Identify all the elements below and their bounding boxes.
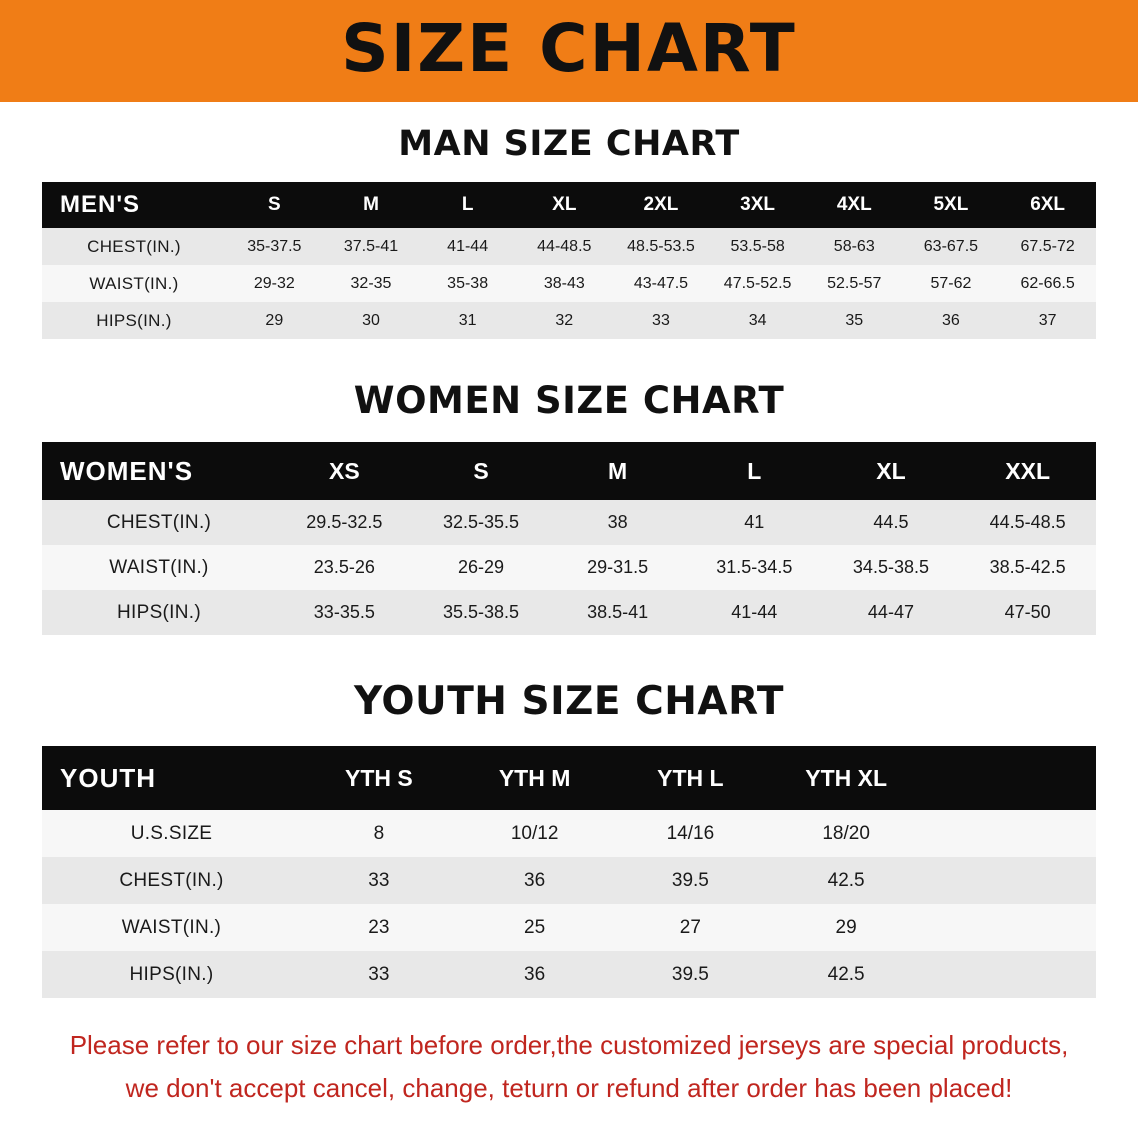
women-section-heading: WOMEN SIZE CHART [353, 379, 785, 422]
youth-chest-3: 42.5 [768, 857, 924, 904]
youth-hips-0: 33 [301, 951, 457, 998]
man-size-table-wrap [42, 182, 1096, 339]
youth-table-body [42, 810, 1096, 998]
table-row [42, 590, 1096, 635]
man-size-header-1: M [323, 182, 420, 228]
table-row [42, 857, 1096, 904]
youth-chest-0: 33 [301, 857, 457, 904]
policy-note [64, 1024, 1074, 1110]
man-hips-3: 32 [516, 302, 613, 339]
man-hips-6: 35 [806, 302, 903, 339]
women-waist-5: 38.5-42.5 [959, 545, 1096, 590]
man-size-table [42, 182, 1096, 339]
youth-row-label-chest: CHEST(IN.) [42, 857, 301, 904]
man-waist-8: 62-66.5 [999, 265, 1096, 302]
man-waist-3: 38-43 [516, 265, 613, 302]
man-chest-3: 44-48.5 [516, 228, 613, 265]
women-waist-2: 29-31.5 [549, 545, 686, 590]
man-waist-0: 29-32 [226, 265, 323, 302]
women-waist-4: 34.5-38.5 [823, 545, 960, 590]
women-table-head [42, 442, 1096, 500]
man-chest-8: 67.5-72 [999, 228, 1096, 265]
youth-ussize-3: 18/20 [768, 810, 924, 857]
women-size-header-4: XL [823, 442, 960, 500]
youth-waist-3: 29 [768, 904, 924, 951]
youth-size-header-0: YTH S [301, 746, 457, 810]
table-row [42, 265, 1096, 302]
man-chest-0: 35-37.5 [226, 228, 323, 265]
man-waist-4: 43-47.5 [613, 265, 710, 302]
women-chest-5: 44.5-48.5 [959, 500, 1096, 545]
table-row [42, 810, 1096, 857]
women-chest-3: 41 [686, 500, 823, 545]
man-section-heading: MAN SIZE CHART [398, 124, 740, 164]
man-hips-1: 30 [323, 302, 420, 339]
youth-row-label-header: YOUTH [42, 746, 301, 810]
table-row [42, 951, 1096, 998]
women-chest-0: 29.5-32.5 [276, 500, 413, 545]
man-waist-7: 57-62 [903, 265, 1000, 302]
man-hips-8: 37 [999, 302, 1096, 339]
banner [0, 0, 1138, 102]
women-size-header-1: S [413, 442, 550, 500]
man-waist-6: 52.5-57 [806, 265, 903, 302]
table-row [42, 302, 1096, 339]
man-chest-7: 63-67.5 [903, 228, 1000, 265]
table-header-row [42, 746, 1096, 810]
women-chest-1: 32.5-35.5 [413, 500, 550, 545]
man-waist-1: 32-35 [323, 265, 420, 302]
youth-hips-2: 39.5 [613, 951, 769, 998]
man-chest-2: 41-44 [419, 228, 516, 265]
women-hips-3: 41-44 [686, 590, 823, 635]
youth-ussize-2: 14/16 [613, 810, 769, 857]
youth-size-header-spacer [924, 746, 1096, 810]
man-size-header-8: 6XL [999, 182, 1096, 228]
man-row-label-waist: WAIST(IN.) [42, 265, 226, 302]
youth-chest-2: 39.5 [613, 857, 769, 904]
youth-size-header-2: YTH L [613, 746, 769, 810]
table-row [42, 500, 1096, 545]
youth-chest-spacer [924, 857, 1096, 904]
women-row-label-hips: HIPS(IN.) [42, 590, 276, 635]
women-hips-5: 47-50 [959, 590, 1096, 635]
women-row-label-chest: CHEST(IN.) [42, 500, 276, 545]
man-table-head [42, 182, 1096, 228]
table-header-row [42, 182, 1096, 228]
man-size-header-6: 4XL [806, 182, 903, 228]
man-row-label-header: MEN'S [42, 182, 226, 228]
women-table-body [42, 500, 1096, 635]
man-hips-5: 34 [709, 302, 806, 339]
women-hips-4: 44-47 [823, 590, 960, 635]
man-hips-0: 29 [226, 302, 323, 339]
women-size-header-0: XS [276, 442, 413, 500]
women-size-table [42, 442, 1096, 635]
man-chest-4: 48.5-53.5 [613, 228, 710, 265]
man-waist-2: 35-38 [419, 265, 516, 302]
women-waist-1: 26-29 [413, 545, 550, 590]
youth-size-table-wrap [42, 746, 1096, 998]
women-size-header-3: L [686, 442, 823, 500]
youth-hips-3: 42.5 [768, 951, 924, 998]
policy-note-line-1: Please refer to our size chart before order,the customized jerseys are special products, [69, 1030, 1069, 1060]
women-waist-3: 31.5-34.5 [686, 545, 823, 590]
man-row-label-chest: CHEST(IN.) [42, 228, 226, 265]
youth-ussize-0: 8 [301, 810, 457, 857]
youth-size-table [42, 746, 1096, 998]
man-hips-2: 31 [419, 302, 516, 339]
women-hips-0: 33-35.5 [276, 590, 413, 635]
youth-ussize-1: 10/12 [457, 810, 613, 857]
man-chest-5: 53.5-58 [709, 228, 806, 265]
women-chest-2: 38 [549, 500, 686, 545]
women-hips-2: 38.5-41 [549, 590, 686, 635]
table-row [42, 228, 1096, 265]
youth-table-head [42, 746, 1096, 810]
women-row-label-header: WOMEN'S [42, 442, 276, 500]
women-size-header-2: M [549, 442, 686, 500]
man-size-header-3: XL [516, 182, 613, 228]
table-row [42, 904, 1096, 951]
youth-waist-1: 25 [457, 904, 613, 951]
man-size-header-7: 5XL [903, 182, 1000, 228]
women-size-table-wrap [42, 442, 1096, 635]
women-chest-4: 44.5 [823, 500, 960, 545]
man-table-body [42, 228, 1096, 339]
youth-waist-spacer [924, 904, 1096, 951]
man-waist-5: 47.5-52.5 [709, 265, 806, 302]
youth-row-label-ussize: U.S.SIZE [42, 810, 301, 857]
man-chest-1: 37.5-41 [323, 228, 420, 265]
women-row-label-waist: WAIST(IN.) [42, 545, 276, 590]
man-hips-4: 33 [613, 302, 710, 339]
man-size-header-5: 3XL [709, 182, 806, 228]
page-title: SIZE CHART [341, 10, 797, 87]
policy-note-line-2: we don't accept cancel, change, teturn or refund after order has been placed! [125, 1072, 1013, 1103]
youth-waist-0: 23 [301, 904, 457, 951]
man-size-header-4: 2XL [613, 182, 710, 228]
youth-chest-1: 36 [457, 857, 613, 904]
youth-row-label-hips: HIPS(IN.) [42, 951, 301, 998]
table-header-row [42, 442, 1096, 500]
women-size-header-5: XXL [959, 442, 1096, 500]
women-hips-1: 35.5-38.5 [413, 590, 550, 635]
youth-hips-spacer [924, 951, 1096, 998]
man-row-label-hips: HIPS(IN.) [42, 302, 226, 339]
man-chest-6: 58-63 [806, 228, 903, 265]
youth-ussize-spacer [924, 810, 1096, 857]
table-row [42, 545, 1096, 590]
women-waist-0: 23.5-26 [276, 545, 413, 590]
youth-size-header-3: YTH XL [768, 746, 924, 810]
youth-section-heading: YOUTH SIZE CHART [354, 679, 784, 724]
youth-size-header-1: YTH M [457, 746, 613, 810]
youth-hips-1: 36 [457, 951, 613, 998]
man-hips-7: 36 [903, 302, 1000, 339]
youth-row-label-waist: WAIST(IN.) [42, 904, 301, 951]
youth-waist-2: 27 [613, 904, 769, 951]
man-size-header-0: S [226, 182, 323, 228]
man-size-header-2: L [419, 182, 516, 228]
